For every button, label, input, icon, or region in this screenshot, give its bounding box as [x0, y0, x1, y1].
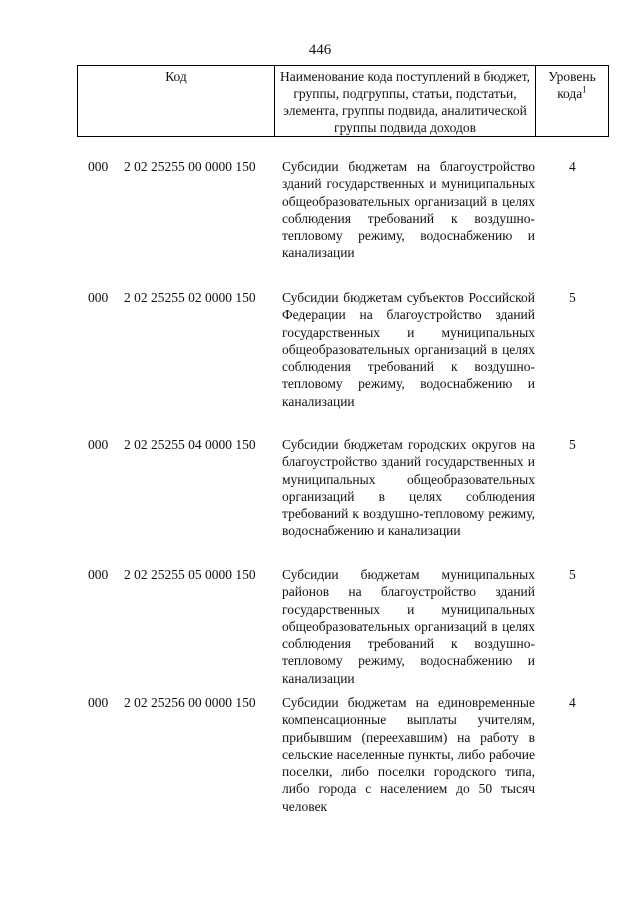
- header-code-label: Код: [165, 69, 187, 84]
- header-name: [275, 66, 536, 136]
- row-level: 5: [569, 567, 576, 582]
- row-code: 2 02 25255 05 0000 150: [124, 567, 256, 582]
- row-name: Субсидии бюджетам субъектов Российской Федерации на благоустройство зданий государственных и муниципальных общеобразовательных организаций в целях соблюдения требований к воздушно-тепловому режиму, водоснабжению и канализации: [282, 290, 535, 409]
- header-name-label: Наименование кода поступлений в бюджет, группы, подгруппы, статьи, подстатьи, элемента, группы подвида, аналитической группы подвида доходов: [279, 69, 530, 135]
- row-level: 4: [569, 695, 576, 710]
- row-prefix: 000: [88, 695, 109, 710]
- row-prefix: 000: [88, 290, 109, 305]
- row-prefix: 000: [88, 159, 109, 174]
- row-code: 2 02 25256 00 0000 150: [124, 695, 256, 710]
- row-name: Субсидии бюджетам городских округов на благоустройство зданий государственных и муниципальных общеобразовательных организаций в целях соблюдения требований к воздушно-тепловому режиму, водоснабжению и канализации: [282, 437, 535, 539]
- row-prefix: 000: [88, 437, 109, 452]
- header-level-footnote: 1: [582, 84, 587, 95]
- page-number: 446: [308, 42, 332, 58]
- row-code: 2 02 25255 04 0000 150: [124, 437, 256, 452]
- header-level-label: Уровень кода: [548, 69, 596, 101]
- row-code: 2 02 25255 02 0000 150: [124, 290, 256, 305]
- row-level: 5: [569, 290, 576, 305]
- row-code: 2 02 25255 00 0000 150: [124, 159, 256, 174]
- header-level: [536, 66, 608, 136]
- header-code: [78, 66, 275, 136]
- row-name: Субсидии бюджетам на благоустройство зданий государственных и муниципальных общеобразовательных организаций в целях соблюдения требований к воздушно-тепловому режиму, водоснабжению и канализации: [282, 159, 535, 261]
- row-prefix: 000: [88, 567, 109, 582]
- row-name: Субсидии бюджетам на единовременные компенсационные выплаты учителям, прибывшим (переехавшим) на работу в сельские населенные пункты, либо рабочие поселки, либо поселки городского типа, либо города с населением до 50 тысяч человек: [282, 695, 535, 814]
- row-level: 4: [569, 159, 576, 174]
- row-name: Субсидии бюджетам муниципальных районов на благоустройство зданий государственных и муниципальных общеобразовательных организаций в целях соблюдения требований к воздушно-тепловому режиму, водоснабжению и канализации: [282, 567, 535, 686]
- row-level: 5: [569, 437, 576, 452]
- table-header: [77, 65, 609, 137]
